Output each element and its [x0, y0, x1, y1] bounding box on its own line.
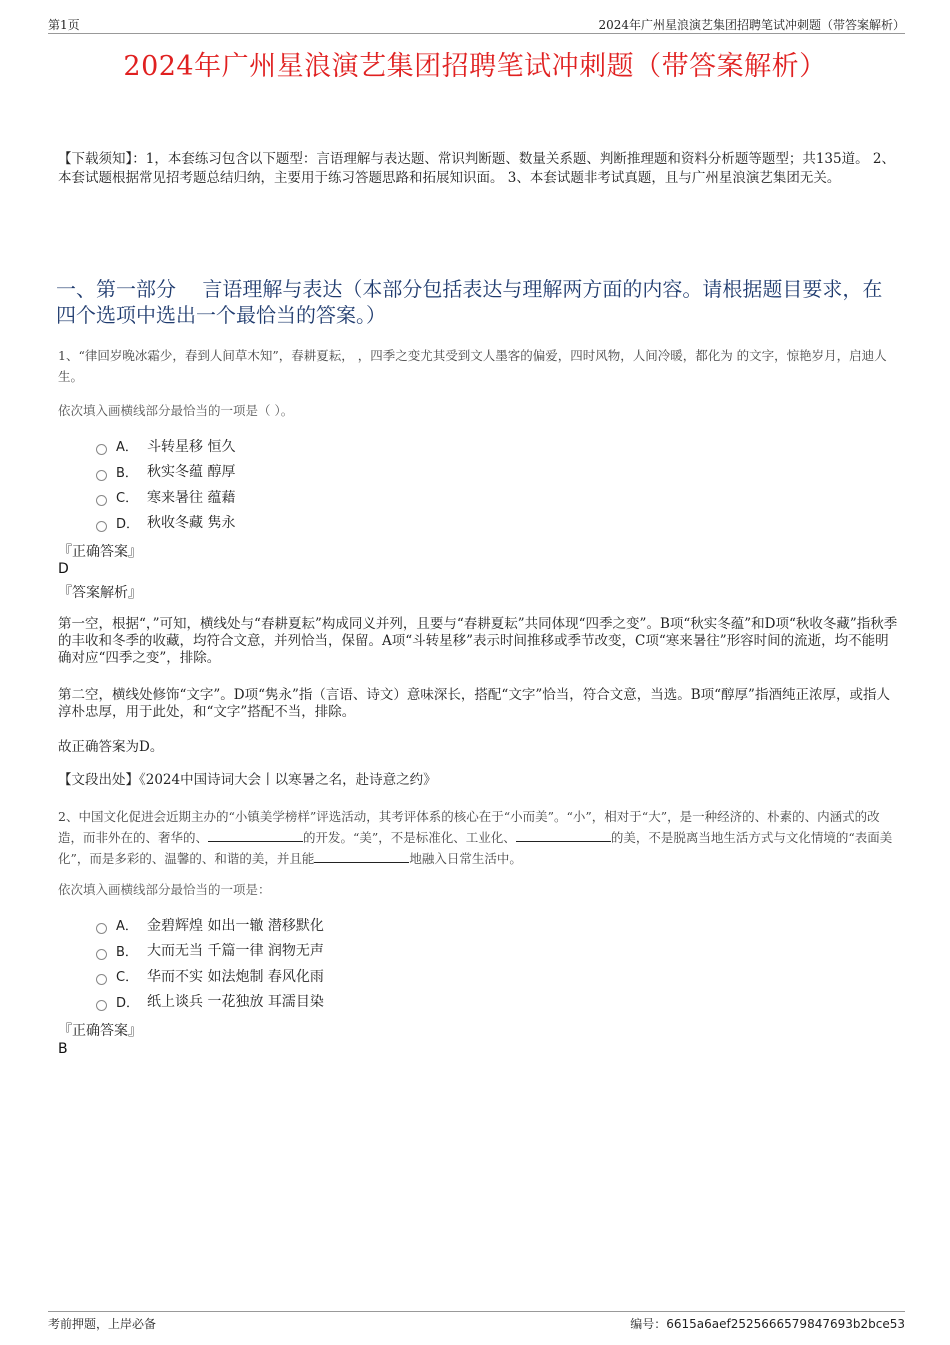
option-letter: A．	[116, 919, 138, 935]
q1-answer-label: 『正确答案』	[58, 544, 142, 560]
option-text: 纸上谈兵 一花独放 耳濡目染	[147, 994, 324, 1011]
radio-icon[interactable]	[96, 470, 107, 481]
q2-stem-part-4: 地融入日常生活中。	[409, 851, 522, 866]
q1-instruction: 依次填入画横线部分最恰当的一项是（ ）。	[58, 403, 294, 418]
radio-icon[interactable]	[96, 974, 107, 985]
q2-answer-label: 『正确答案』	[58, 1023, 142, 1039]
q1-analysis-para-1: 第一空，根据“，”可知，横线处与“春耕夏耘”构成同义并列，且要与“春耕夏耘”共同体现“四季之变”。B项“秋实冬蕴”和D项“秋收冬藏”指秋季的丰收和冬季的收藏，均符合文意，并列恰当，保留。A项“斗转星移”表示时间推移或季节改变，C项“寒来暑往”形容时间的流逝，均不能明确对应“四季之变”，排除。	[58, 616, 898, 666]
option-text: 斗转星移 恒久	[147, 438, 236, 455]
q2-instruction: 依次填入画横线部分最恰当的一项是：	[58, 882, 271, 897]
fill-blank	[516, 829, 611, 842]
q1-analysis-label: 『答案解析』	[58, 585, 142, 601]
q1-option-b[interactable]	[96, 459, 696, 485]
q1-answer: D	[58, 561, 69, 577]
header-doc-title: 2024年广州星浪演艺集团招聘笔试冲刺题（带答案解析）	[598, 18, 905, 32]
radio-icon[interactable]	[96, 1000, 107, 1011]
q2-option-d[interactable]	[96, 989, 696, 1015]
option-text: 秋收冬藏 隽永	[147, 515, 236, 532]
option-text: 大而无当 千篇一律 润物无声	[147, 943, 324, 960]
q2-option-a[interactable]	[96, 912, 696, 938]
q2-option-b[interactable]	[96, 938, 696, 964]
document-id: 编号：6615a6aef2525666579847693b2bce53	[630, 1317, 905, 1331]
q1-source: 【文段出处】《2024中国诗词大会丨以寒暑之名，赴诗意之约》	[58, 772, 437, 788]
option-text: 金碧辉煌 如出一辙 潜移默化	[147, 917, 324, 934]
q2-stem-part-1: 2、中国文化促进会近期主办的“小镇美学榜样”评选活动，其考评体系的核心在于“小而美”。“小”，相对于“大”，是一种经济的、朴素的、内涵式的改造，而非外在的、奢华的、	[58, 809, 880, 845]
radio-icon[interactable]	[96, 923, 107, 934]
fill-blank	[208, 829, 303, 842]
option-text: 华而不实 如法炮制 春风化雨	[147, 968, 324, 985]
q1-option-d[interactable]	[96, 510, 696, 536]
option-letter: B．	[116, 944, 138, 960]
option-text: 寒来暑往 蕴藉	[147, 489, 236, 506]
q1-option-a[interactable]	[96, 433, 696, 459]
q2-stem-part-2: 的开发。“美”，不是标准化、工业化、	[303, 830, 516, 845]
option-letter: D．	[116, 516, 140, 532]
fill-blank	[314, 850, 409, 863]
q2-answer: B	[58, 1041, 68, 1057]
option-letter: B．	[116, 465, 138, 481]
q2-options	[96, 912, 696, 1014]
page-header	[48, 14, 905, 34]
page-number: 第1页	[48, 18, 80, 32]
option-text: 秋实冬蕴 醇厚	[147, 464, 236, 481]
option-letter: C．	[116, 491, 139, 507]
page-footer	[48, 1311, 905, 1332]
q1-options	[96, 433, 696, 535]
document-title: 2024年广州星浪演艺集团招聘笔试冲刺题（带答案解析）	[123, 51, 827, 82]
option-letter: A．	[116, 440, 138, 456]
footer-slogan: 考前押题，上岸必备	[48, 1317, 157, 1331]
q2-stem	[58, 806, 900, 869]
q2-stem-part-3: 的美，不是脱离当地生活方式与文化情境的“表面美化”，而是多彩的、温馨的、和谐的美，并且能	[58, 830, 893, 866]
download-notice: 【下载须知】：1，本套练习包含以下题型：言语理解与表达题、常识判断题、数量关系题、判断推理题和资料分析题等题型；共135道。 2、本套试题根据常见招考题总结归纳，主要用于练习答题思路和拓展知识面。 3、本套试题非考试真题，且与广州星浪演艺集团无关。	[58, 151, 895, 186]
radio-icon[interactable]	[96, 949, 107, 960]
radio-icon[interactable]	[96, 495, 107, 506]
section-heading: 一、第一部分 言语理解与表达（本部分包括表达与理解两方面的内容。请根据题目要求，在四个选项中选出一个最恰当的答案。）	[56, 277, 883, 327]
q1-analysis-para-2: 第二空，横线处修饰“文字”。D项“隽永”指（言语、诗文）意味深长，搭配“文字”恰当，符合文意，当选。B项“醇厚”指酒纯正浓厚，或指人淳朴忠厚，用于此处，和“文字”搭配不当，排除。	[58, 687, 890, 720]
q1-option-c[interactable]	[96, 484, 696, 510]
radio-icon[interactable]	[96, 444, 107, 455]
option-letter: D．	[116, 995, 140, 1011]
q1-stem: 1、“律回岁晚冰霜少，春到人间草木知”，春耕夏耘， ，四季之变尤其受到文人墨客的偏爱，四时风物，人间冷暖，都化为 的文字，惊艳岁月，启迪人生。	[58, 348, 887, 384]
q1-analysis-conclusion: 故正确答案为D。	[58, 739, 164, 755]
option-letter: C．	[116, 970, 139, 986]
radio-icon[interactable]	[96, 521, 107, 532]
q2-option-c[interactable]	[96, 963, 696, 989]
